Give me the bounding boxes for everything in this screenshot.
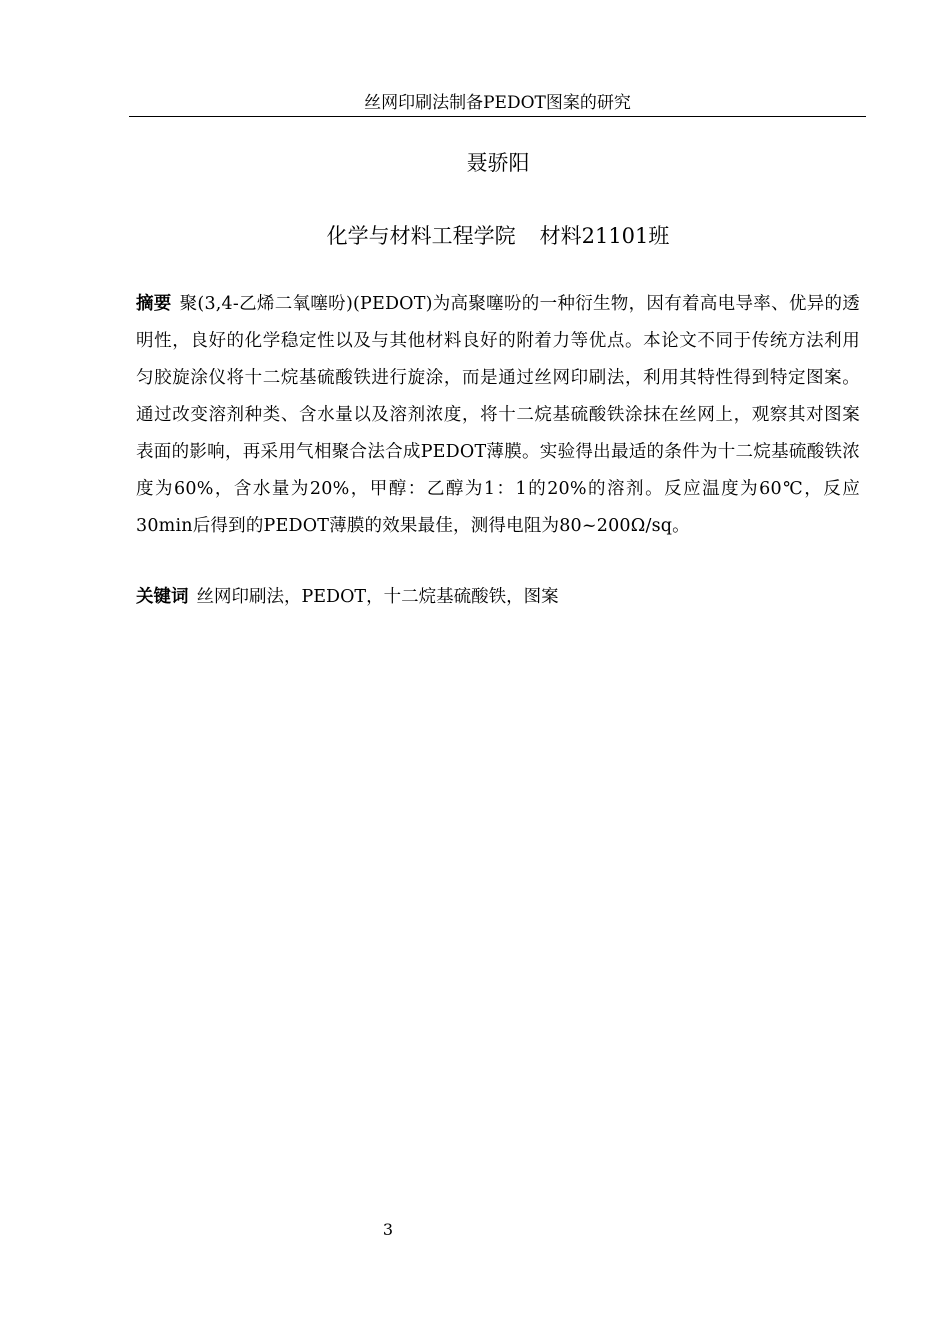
page-number: 3 — [382, 1220, 394, 1239]
running-header — [129, 92, 866, 117]
class-name: 材料21101班 — [539, 224, 670, 248]
keywords-label: 关键词 — [136, 587, 189, 607]
running-title: 丝网印刷法制备PEDOT图案的研究 — [364, 93, 631, 113]
keywords-line — [136, 582, 860, 612]
abstract-label: 摘要 — [136, 294, 172, 314]
abstract-text: 聚(3,4-乙烯二氧噻吩)(PEDOT)为高聚噻吩的一种衍生物，因有着高电导率、优异的透明性，良好的化学稳定性以及与其他材料良好的附着力等优点。本论文不同于传统方法利用匀胶旋涂仪将十二烷基硫酸铁进行旋涂，而是通过丝网印刷法，利用其特性得到特定图案。通过改变溶剂种类、含水量以及溶剂浓度，将十二烷基硫酸铁涂抹在丝网上，观察其对图案表面的影响，再采用气相聚合法合成PEDOT薄膜。实验得出最适的条件为十二烷基硫酸铁浓度为60%，含水量为20%，甲醇：乙醇为1：1的20%的溶剂。反应温度为60℃，反应30min后得到的PEDOT薄膜的效果最佳，测得电阻为80~200Ω/sq。 — [136, 294, 861, 536]
author-name: 聂骄阳 — [466, 151, 530, 175]
keywords-text: 丝网印刷法，PEDOT，十二烷基硫酸铁，图案 — [196, 587, 559, 607]
school-name: 化学与材料工程学院 — [326, 224, 516, 248]
abstract-paragraph — [136, 286, 860, 545]
author-affiliation — [0, 222, 950, 250]
